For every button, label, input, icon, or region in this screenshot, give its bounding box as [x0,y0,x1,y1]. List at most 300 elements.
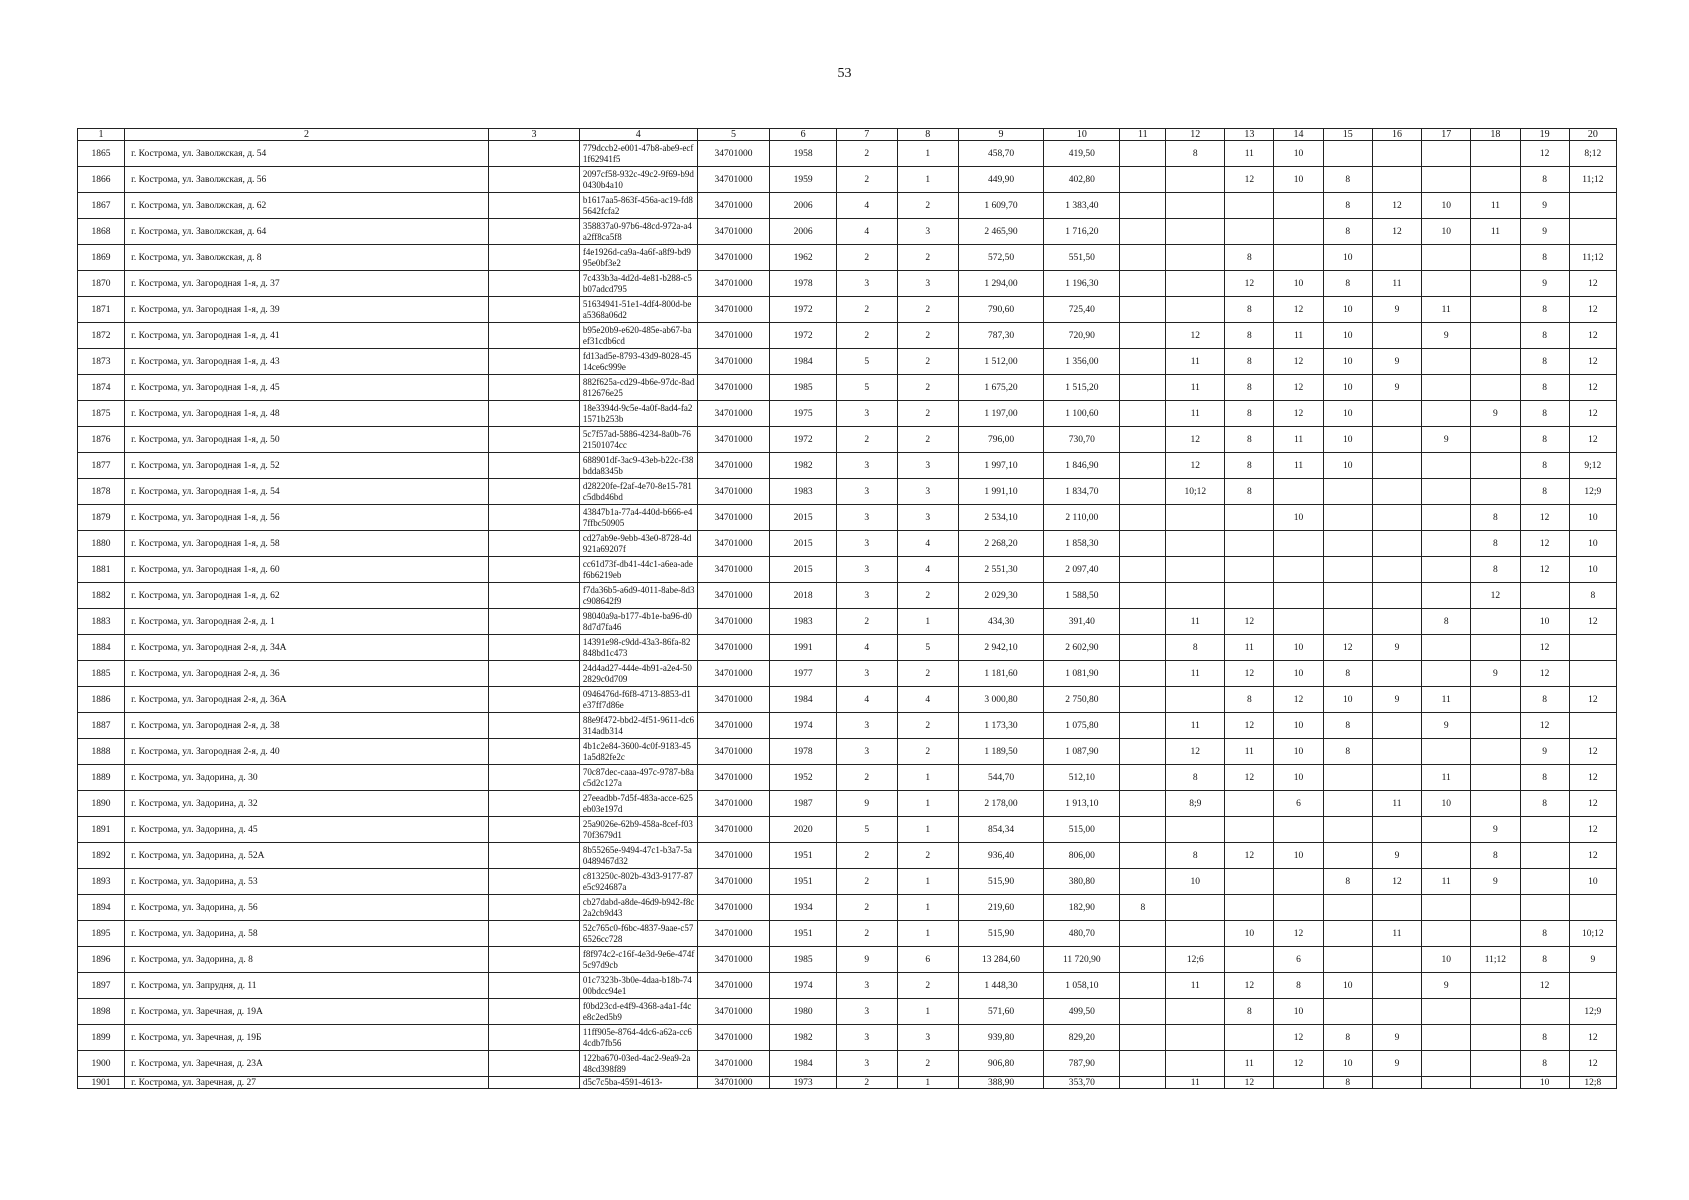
cell-c20: 8;12 [1569,141,1616,167]
cell-entrances: 2 [897,713,958,739]
cell-c18: 8 [1471,843,1520,869]
cell-c11 [1120,687,1166,713]
cell-address: г. Кострома, ул. Заволжская, д. 64 [125,219,489,245]
cell-total-area: 388,90 [958,1077,1044,1089]
cell-floors: 2 [836,869,897,895]
cell-c18 [1471,687,1520,713]
cell-c13 [1225,895,1274,921]
cell-living-area: 2 750,80 [1044,687,1120,713]
cell-row-number: 1875 [78,401,125,427]
cell-floors: 5 [836,375,897,401]
cell-c17 [1422,271,1471,297]
cell-c13 [1225,193,1274,219]
cell-c19: 10 [1520,609,1569,635]
cell-c18 [1471,739,1520,765]
cell-build-year: 1982 [770,453,836,479]
table-row [78,245,1617,271]
cell-address: г. Кострома, ул. Загородная 2-я, д. 40 [125,739,489,765]
table-row [78,687,1617,713]
cell-living-area: 499,50 [1044,999,1120,1025]
cell-c20: 12 [1569,349,1616,375]
cell-oktmo: 34701000 [697,375,770,401]
cell-c20: 12 [1569,791,1616,817]
cell-address: г. Кострома, ул. Загородная 1-я, д. 56 [125,505,489,531]
cell-c13 [1225,505,1274,531]
cell-floors: 3 [836,453,897,479]
cell-c17 [1422,531,1471,557]
cell-row-number: 1885 [78,661,125,687]
cell-living-area: 1 858,30 [1044,531,1120,557]
cell-entrances: 3 [897,219,958,245]
cell-c15: 8 [1323,271,1372,297]
cell-entrances: 3 [897,505,958,531]
column-header: 6 [770,129,836,141]
cell-c19: 8 [1520,479,1569,505]
table-row [78,323,1617,349]
cell-c17: 10 [1422,791,1471,817]
cell-oktmo: 34701000 [697,349,770,375]
cell-living-area: 182,90 [1044,895,1120,921]
cell-c14: 10 [1274,141,1323,167]
cell-cadastral [488,271,579,297]
cell-row-number: 1894 [78,895,125,921]
cell-guid: 51634941-51e1-4df4-800d-bea5368a06d2 [579,297,697,323]
cell-living-area: 1 356,00 [1044,349,1120,375]
cell-c14: 8 [1274,973,1323,999]
cell-c14 [1274,531,1323,557]
cell-oktmo: 34701000 [697,1051,770,1077]
cell-c15: 8 [1323,661,1372,687]
cell-c18: 8 [1471,531,1520,557]
cell-c19 [1520,843,1569,869]
cell-c12: 11 [1166,375,1225,401]
cell-c17 [1422,557,1471,583]
cell-c14: 11 [1274,323,1323,349]
cell-c14 [1274,583,1323,609]
cell-c20: 8 [1569,583,1616,609]
cell-cadastral [488,713,579,739]
cell-c14: 12 [1274,1025,1323,1051]
cell-build-year: 1952 [770,765,836,791]
cell-oktmo: 34701000 [697,973,770,999]
table-row [78,843,1617,869]
cell-living-area: 419,50 [1044,141,1120,167]
cell-c15: 8 [1323,167,1372,193]
cell-c15: 8 [1323,1077,1372,1089]
cell-living-area: 353,70 [1044,1077,1120,1089]
cell-cadastral [488,817,579,843]
table-row [78,453,1617,479]
cell-c12: 11 [1166,401,1225,427]
cell-total-area: 515,90 [958,921,1044,947]
cell-c17 [1422,349,1471,375]
cell-floors: 2 [836,609,897,635]
cell-c20: 10 [1569,557,1616,583]
cell-guid: f0bd23cd-e4f9-4368-a4a1-f4ce8c2ed5b9 [579,999,697,1025]
cell-floors: 3 [836,531,897,557]
table-row [78,271,1617,297]
cell-total-area: 854,34 [958,817,1044,843]
cell-oktmo: 34701000 [697,817,770,843]
cell-build-year: 1984 [770,1051,836,1077]
cell-c19: 9 [1520,739,1569,765]
cell-c15 [1323,141,1372,167]
cell-total-area: 1 189,50 [958,739,1044,765]
cell-address: г. Кострома, ул. Задорина, д. 45 [125,817,489,843]
cell-build-year: 1985 [770,375,836,401]
table-row [78,583,1617,609]
cell-c18 [1471,349,1520,375]
cell-guid: f8f974c2-c16f-4e3d-9e6e-474f5c97d9cb [579,947,697,973]
cell-build-year: 1951 [770,843,836,869]
cell-entrances: 2 [897,661,958,687]
cell-total-area: 571,60 [958,999,1044,1025]
cell-cadastral [488,895,579,921]
cell-c18: 9 [1471,661,1520,687]
cell-c19: 10 [1520,1077,1569,1089]
cell-oktmo: 34701000 [697,791,770,817]
cell-c15: 10 [1323,245,1372,271]
cell-c13: 8 [1225,349,1274,375]
cell-c12 [1166,583,1225,609]
cell-c13: 8 [1225,427,1274,453]
cell-c20: 12 [1569,843,1616,869]
cell-total-area: 1 448,30 [958,973,1044,999]
cell-guid: 43847b1a-77a4-440d-b666-e47ffbc50905 [579,505,697,531]
cell-address: г. Кострома, ул. Загородная 1-я, д. 54 [125,479,489,505]
column-header: 11 [1120,129,1166,141]
cell-total-area: 2 178,00 [958,791,1044,817]
table-row [78,193,1617,219]
cell-cadastral [488,245,579,271]
cell-address: г. Кострома, ул. Загородная 2-я, д. 36 [125,661,489,687]
cell-c12 [1166,193,1225,219]
cell-floors: 2 [836,323,897,349]
cell-floors: 3 [836,739,897,765]
cell-build-year: 2015 [770,505,836,531]
cell-build-year: 1962 [770,245,836,271]
cell-total-area: 936,40 [958,843,1044,869]
cell-row-number: 1896 [78,947,125,973]
cell-c15: 8 [1323,219,1372,245]
table-row [78,427,1617,453]
cell-cadastral [488,297,579,323]
cell-entrances: 2 [897,245,958,271]
cell-c13: 11 [1225,141,1274,167]
column-number-header [78,129,1617,141]
cell-entrances: 2 [897,973,958,999]
cell-entrances: 1 [897,791,958,817]
cell-c13: 11 [1225,635,1274,661]
cell-build-year: 1984 [770,349,836,375]
cell-guid: 8b55265e-9494-47c1-b3a7-5a0489467d32 [579,843,697,869]
cell-c16 [1372,505,1421,531]
cell-entrances: 2 [897,375,958,401]
cell-c20: 12;9 [1569,999,1616,1025]
cell-c14: 12 [1274,297,1323,323]
cell-row-number: 1871 [78,297,125,323]
column-header: 5 [697,129,770,141]
cell-living-area: 1 716,20 [1044,219,1120,245]
cell-c19: 12 [1520,713,1569,739]
cell-c19: 8 [1520,1025,1569,1051]
cell-floors: 5 [836,817,897,843]
cell-c16 [1372,583,1421,609]
cell-c18: 9 [1471,817,1520,843]
cell-c18: 9 [1471,401,1520,427]
cell-c19 [1520,869,1569,895]
cell-oktmo: 34701000 [697,219,770,245]
cell-c12: 8 [1166,141,1225,167]
cell-build-year: 1987 [770,791,836,817]
cell-entrances: 4 [897,531,958,557]
cell-cadastral [488,323,579,349]
table-row [78,167,1617,193]
cell-c15: 10 [1323,375,1372,401]
cell-cadastral [488,427,579,453]
cell-oktmo: 34701000 [697,869,770,895]
cell-entrances: 1 [897,817,958,843]
cell-guid: f4e1926d-ca9a-4a6f-a8f9-bd995e0bf3e2 [579,245,697,271]
cell-guid: 24d4ad27-444e-4b91-a2e4-502829c0d709 [579,661,697,687]
cell-c16 [1372,401,1421,427]
cell-c18 [1471,895,1520,921]
cell-row-number: 1878 [78,479,125,505]
column-header: 16 [1372,129,1421,141]
cell-floors: 2 [836,1077,897,1089]
cell-cadastral [488,791,579,817]
cell-c19: 8 [1520,1051,1569,1077]
cell-c15: 10 [1323,687,1372,713]
cell-living-area: 2 110,00 [1044,505,1120,531]
cell-address: г. Кострома, ул. Задорина, д. 52А [125,843,489,869]
cell-c17: 8 [1422,609,1471,635]
cell-c19: 12 [1520,557,1569,583]
cell-c14: 11 [1274,427,1323,453]
cell-oktmo: 34701000 [697,427,770,453]
cell-c17: 10 [1422,947,1471,973]
table-row [78,1051,1617,1077]
cell-c16 [1372,323,1421,349]
cell-c14: 10 [1274,739,1323,765]
cell-c11 [1120,141,1166,167]
cell-guid: 14391e98-c9dd-43a3-86fa-82848bd1c473 [579,635,697,661]
cell-guid: 122ba670-03ed-4ac2-9ea9-2a48cd398f89 [579,1051,697,1077]
cell-oktmo: 34701000 [697,401,770,427]
cell-c11 [1120,843,1166,869]
cell-row-number: 1887 [78,713,125,739]
cell-c17: 11 [1422,297,1471,323]
cell-c19 [1520,895,1569,921]
table-row [78,531,1617,557]
column-header: 18 [1471,129,1520,141]
cell-c14: 10 [1274,765,1323,791]
cell-c20 [1569,661,1616,687]
cell-row-number: 1877 [78,453,125,479]
cell-entrances: 6 [897,947,958,973]
table-row [78,375,1617,401]
cell-c16: 9 [1372,635,1421,661]
cell-living-area: 829,20 [1044,1025,1120,1051]
table-row [78,713,1617,739]
cell-c12: 12 [1166,739,1225,765]
cell-build-year: 1974 [770,713,836,739]
cell-guid: b1617aa5-863f-456a-ac19-fd85642fcfa2 [579,193,697,219]
table-row [78,791,1617,817]
cell-floors: 3 [836,661,897,687]
cell-oktmo: 34701000 [697,843,770,869]
cell-c11 [1120,427,1166,453]
cell-living-area: 402,80 [1044,167,1120,193]
cell-c18 [1471,453,1520,479]
cell-living-area: 11 720,90 [1044,947,1120,973]
cell-c20: 12 [1569,297,1616,323]
table-row [78,1025,1617,1051]
column-header: 17 [1422,129,1471,141]
cell-cadastral [488,973,579,999]
cell-c13: 8 [1225,999,1274,1025]
cell-build-year: 1982 [770,1025,836,1051]
cell-total-area: 449,90 [958,167,1044,193]
cell-c16: 9 [1372,375,1421,401]
cell-c20: 10;12 [1569,921,1616,947]
cell-cadastral [488,609,579,635]
cell-living-area: 1 383,40 [1044,193,1120,219]
cell-floors: 3 [836,713,897,739]
cell-c12: 11 [1166,1077,1225,1089]
cell-c12: 12 [1166,453,1225,479]
cell-c18 [1471,479,1520,505]
cell-c16 [1372,1077,1421,1089]
cell-c12 [1166,297,1225,323]
cell-oktmo: 34701000 [697,479,770,505]
cell-total-area: 790,60 [958,297,1044,323]
cell-total-area: 2 465,90 [958,219,1044,245]
cell-c19: 8 [1520,245,1569,271]
cell-c13 [1225,947,1274,973]
cell-c17: 11 [1422,687,1471,713]
cell-c15 [1323,531,1372,557]
table-row [78,739,1617,765]
cell-c11 [1120,245,1166,271]
register-rows [78,141,1617,1089]
cell-guid: 7c433b3a-4d2d-4e81-b288-c5b07adcd795 [579,271,697,297]
cell-c18: 8 [1471,505,1520,531]
column-header: 19 [1520,129,1569,141]
cell-cadastral [488,947,579,973]
cell-total-area: 13 284,60 [958,947,1044,973]
cell-living-area: 515,00 [1044,817,1120,843]
cell-c12 [1166,921,1225,947]
cell-c13: 10 [1225,921,1274,947]
cell-c17 [1422,895,1471,921]
cell-c17 [1422,583,1471,609]
table-row [78,635,1617,661]
cell-c11 [1120,791,1166,817]
cell-address: г. Кострома, ул. Заречная, д. 19Б [125,1025,489,1051]
column-header: 15 [1323,129,1372,141]
cell-address: г. Кострома, ул. Загородная 1-я, д. 45 [125,375,489,401]
cell-c20: 12 [1569,1051,1616,1077]
cell-build-year: 1972 [770,427,836,453]
cell-build-year: 1978 [770,739,836,765]
cell-total-area: 434,30 [958,609,1044,635]
cell-guid: 779dccb2-e001-47b8-abe9-ecf1f62941f5 [579,141,697,167]
cell-c19: 12 [1520,661,1569,687]
cell-entrances: 1 [897,1077,958,1089]
cell-c17 [1422,921,1471,947]
cell-entrances: 5 [897,635,958,661]
cell-living-area: 380,80 [1044,869,1120,895]
cell-total-area: 1 991,10 [958,479,1044,505]
cell-c15: 10 [1323,1051,1372,1077]
cell-row-number: 1884 [78,635,125,661]
cell-c17 [1422,739,1471,765]
cell-c15: 8 [1323,739,1372,765]
cell-build-year: 1991 [770,635,836,661]
cell-c19: 12 [1520,635,1569,661]
cell-c12 [1166,1051,1225,1077]
cell-total-area: 787,30 [958,323,1044,349]
cell-c11 [1120,401,1166,427]
cell-oktmo: 34701000 [697,323,770,349]
cell-c16 [1372,765,1421,791]
cell-c13: 11 [1225,1051,1274,1077]
cell-c20 [1569,713,1616,739]
column-header: 8 [897,129,958,141]
cell-c14: 10 [1274,661,1323,687]
cell-c13: 12 [1225,271,1274,297]
cell-c12: 10 [1166,869,1225,895]
cell-living-area: 806,00 [1044,843,1120,869]
cell-guid: 5c7f57ad-5886-4234-8a0b-7621501074cc [579,427,697,453]
cell-c14: 12 [1274,1051,1323,1077]
cell-c20: 12 [1569,687,1616,713]
cell-row-number: 1865 [78,141,125,167]
cell-row-number: 1870 [78,271,125,297]
cell-c20: 10 [1569,505,1616,531]
cell-guid: cc61d73f-db41-44c1-a6ea-adef6b6219eb [579,557,697,583]
cell-c18 [1471,245,1520,271]
cell-c19: 12 [1520,141,1569,167]
cell-floors: 3 [836,479,897,505]
cell-c14: 10 [1274,167,1323,193]
cell-guid: cb27dabd-a8de-46d9-b942-f8c2a2cb9d43 [579,895,697,921]
cell-c14: 10 [1274,271,1323,297]
cell-address: г. Кострома, ул. Заволжская, д. 62 [125,193,489,219]
cell-cadastral [488,401,579,427]
cell-c20: 12 [1569,1025,1616,1051]
cell-c16: 9 [1372,843,1421,869]
cell-entrances: 1 [897,167,958,193]
cell-oktmo: 34701000 [697,167,770,193]
cell-c11 [1120,167,1166,193]
cell-c15: 10 [1323,401,1372,427]
cell-oktmo: 34701000 [697,453,770,479]
cell-c11 [1120,479,1166,505]
cell-c11 [1120,947,1166,973]
cell-c16 [1372,245,1421,271]
cell-c17: 9 [1422,427,1471,453]
cell-entrances: 2 [897,323,958,349]
cell-oktmo: 34701000 [697,141,770,167]
cell-address: г. Кострома, ул. Задорина, д. 32 [125,791,489,817]
cell-c19: 12 [1520,973,1569,999]
cell-c17: 10 [1422,193,1471,219]
cell-living-area: 1 075,80 [1044,713,1120,739]
cell-build-year: 1972 [770,297,836,323]
cell-floors: 2 [836,167,897,193]
